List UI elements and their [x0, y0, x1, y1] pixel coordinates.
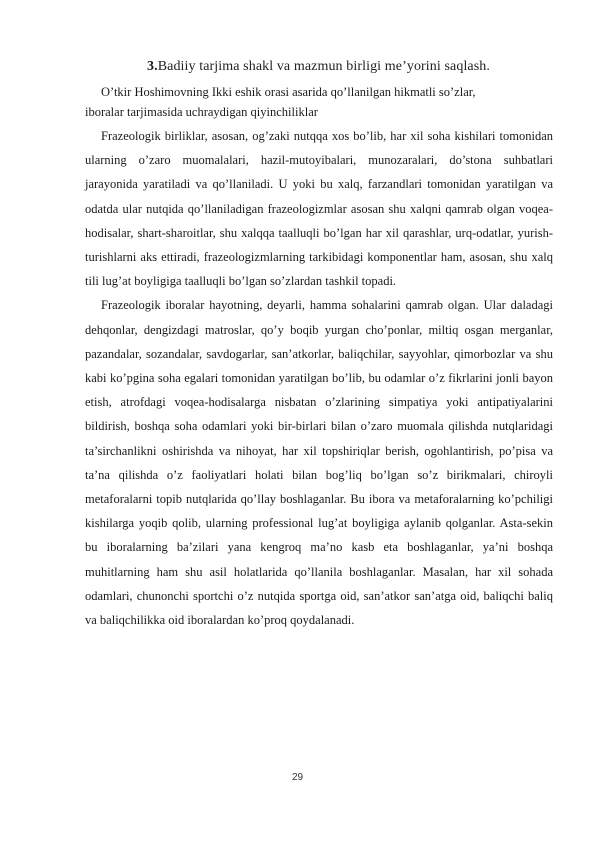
subtitle-line-1: O’tkir Hoshimovning Ikki eshik orasi asarida qo’llanilgan hikmatli so’zlar, — [101, 85, 476, 99]
subtitle — [85, 82, 553, 122]
section-number: 3. — [147, 59, 158, 74]
paragraph-2: Frazeologik iboralar hayotning, deyarli, hamma sohalarini qamrab olgan. Ular daladagi dehqonlar, dengizdagi matroslar, qo’y boqib yurgan cho’ponlar, miltiq osgan merganlar, pazandalar, sozandalar, savdogarlar, san’atkorlar, baliqchilar, sayyohlar, qimorbozlar va shu kabi ko’pgina soha egalari tomonidan yaratilgan bo’lib, bu odamlar o’z fikrlarini jonli bayon etish, atrofdagi voqea-hodisalarga nisbatan o’zlarining simpatiya yoki antipatiyalarini bildirish, boshqa soha odamlari yoki bir-birlari bilan o’zaro muomala qilishda nutqlaridagi ta’sirchanlikni oshirishda va nihoyat, har xil topshiriqlar berish, ogohlantirish, po’pisa va ta’na qilishda o’z faoliyatlari holati bilan bog’liq bo’lgan so’z birikmalari, chiroyli metaforalarni topib nutqlarida qo’llay boshlaganlar. Bu ibora va metaforalarning ko’pchiligi kishilarga yoqib qolib, ularning professional lug’at boyligiga aylanib qolganlar. Asta-sekin bu iboralarning ba’zilari yana kengroq ma’no kasb eta boshlaganlar, ya’ni boshqa muhitlarning ham shu asil holatlarida qo’llanila boshlaganlar. Masalan, har xil sohada odamlari, chunonchi sportchi o’z nutqida sportga oid, san’atkor san’atga oid, baliqchi baliq va baliqchilikka oid iboralardan ko’proq qoydalanadi. — [85, 298, 553, 628]
body-text — [85, 124, 553, 632]
paragraph-1: Frazeologik birliklar, asosan, og’zaki nutqqa xos bo’lib, har xil soha kishilari tomonidan ularning o’zaro muomalalari, hazil-mutoyibalari, munozaralari, do’stona suhbatlari jarayonida yaratiladi va qo’llaniladi. U yoki bu xalq, farzandlari tomonidan yaratilgan va odatda ular nutqida qo’llaniladigan frazeologizmlar asosan shu xalqni qamrab olgan voqea-hodisalar, shart-sharoitlar, shu xalqqa taalluqli bo’lgan har xil qarashlar, urq-odatlar, yurish-turishlarni aks ettiradi, frazeologizmlarning tarkibidagi komponentlar ham, asosan, shu xalq tili lug’at boyligiga taalluqli bo’lgan so’zlardan tashkil topadi. — [85, 129, 553, 289]
page-number: 29 — [291, 772, 304, 783]
section-heading — [85, 58, 552, 76]
subtitle-line-2: iboralar tarjimasida uchraydigan qiyinchiliklar — [85, 105, 318, 119]
section-title: Badiiy tarjima shakl va mazmun birligi me’yorini saqlash. — [157, 59, 490, 74]
